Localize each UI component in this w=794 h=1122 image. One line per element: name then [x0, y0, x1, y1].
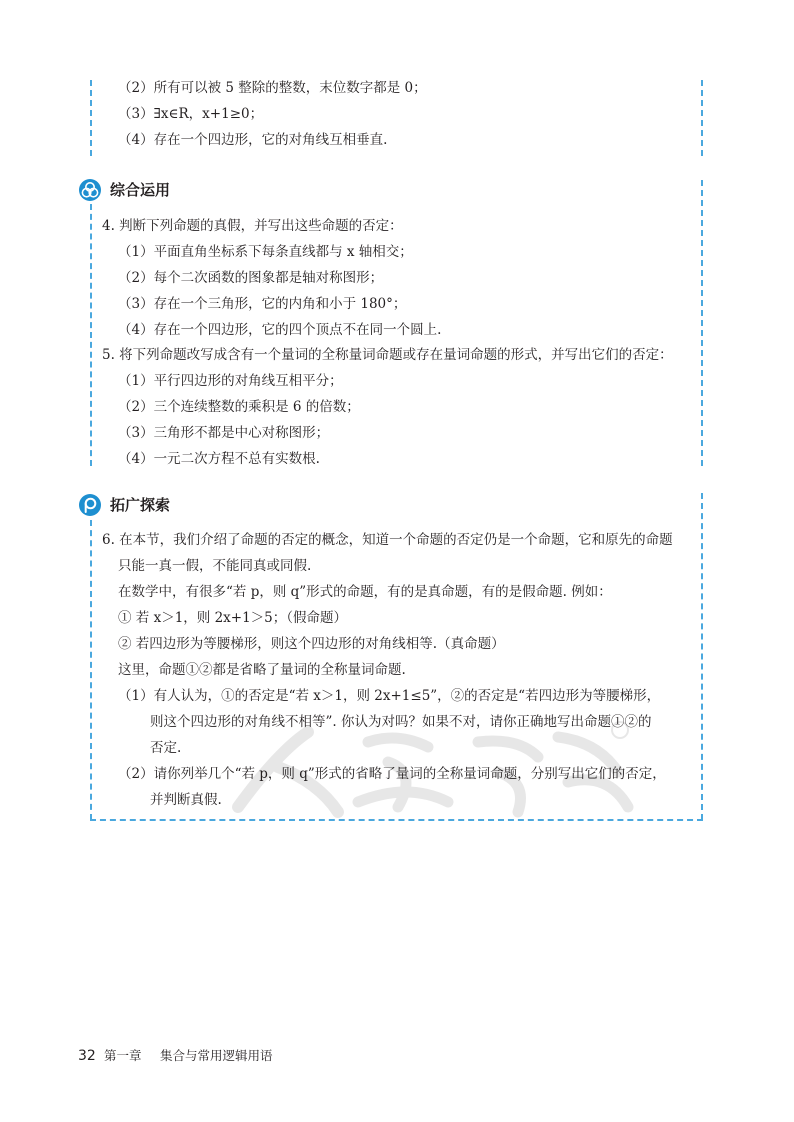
question-4-item-4: （4）存在一个四边形，它的四个顶点不在同一个圆上.	[118, 322, 442, 338]
explore-section-title: 拓广探索	[110, 496, 171, 514]
explore-box-left-border	[90, 520, 92, 820]
question-4-item-1: （1）平面直角坐标系下每条直线都与 x 轴相交；	[118, 244, 413, 260]
top-item-2: （2）所有可以被 5 整除的整数，末位数字都是 0；	[118, 80, 427, 96]
question-6-example-2: ② 若四边形为等腰梯形，则这个四边形的对角线相等.（真命题）	[118, 636, 505, 652]
question-5-item-1: （1）平行四边形的对角线互相平分；	[118, 373, 343, 389]
top-box-left-border	[90, 80, 92, 156]
question-6-example-1: ① 若 x＞1，则 2x+1＞5；（假命题）	[118, 610, 348, 626]
question-5-item-4: （4）一元二次方程不总有实数根.	[118, 451, 320, 467]
question-6-line-6: 这里，命题①②都是省略了量词的全称量词命题.	[118, 662, 406, 678]
comprehensive-section-icon	[78, 178, 102, 202]
comprehensive-section-title: 综合运用	[110, 181, 171, 199]
question-5-stem: 5. 将下列命题改写成含有一个量词的全称量词命题或存在量词命题的形式，并写出它们的否定：	[102, 347, 673, 363]
question-6-sub-2-a: （2）请你列举几个“若 p，则 q”形式的省略了量词的全称量词命题，分别写出它们的否定，	[118, 766, 666, 782]
question-6-line-1: 6. 在本节，我们介绍了命题的否定的概念，知道一个命题的否定仍是一个命题，它和原先的命题	[102, 532, 673, 548]
question-6-sub-1-a: （1）有人认为，①的否定是“若 x＞1，则 2x+1≤5”，②的否定是“若四边形为等腰梯形，	[118, 688, 661, 704]
comprehensive-box-left-border	[90, 204, 92, 466]
question-5-item-3: （3）三角形不都是中心对称图形；	[118, 425, 330, 441]
top-box-right-border	[701, 80, 703, 156]
question-4-stem: 4. 判断下列命题的真假，并写出这些命题的否定：	[102, 218, 403, 234]
top-item-4: （4）存在一个四边形，它的对角线互相垂直.	[118, 132, 388, 148]
question-6-sub-1-b: 则这个四边形的对角线不相等”. 你认为对吗？如果不对，请你正确地写出命题①②的	[150, 714, 652, 730]
question-5-item-2: （2）三个连续整数的乘积是 6 的倍数；	[118, 399, 360, 415]
question-4-item-3: （3）存在一个三角形，它的内角和小于 180°；	[118, 296, 407, 312]
explore-section-icon	[78, 493, 102, 517]
question-6-sub-1-c: 否定.	[150, 740, 182, 756]
question-6-sub-2-b: 并判断真假.	[150, 792, 222, 808]
comprehensive-box-right-border	[701, 180, 703, 466]
page-number: 32	[78, 1048, 96, 1064]
top-item-3: （3）∃x∈R，x+1≥0；	[118, 106, 264, 122]
chapter-label: 第一章	[104, 1048, 142, 1063]
question-6-line-2: 只能一真一假，不能同真或同假.	[118, 558, 312, 574]
question-6-line-3: 在数学中，有很多“若 p，则 q”形式的命题，有的是真命题，有的是假命题. 例如：	[118, 584, 612, 600]
question-4-item-2: （2）每个二次函数的图象都是轴对称图形；	[118, 270, 384, 286]
explore-box-bottom-border	[90, 819, 703, 821]
chapter-title: 集合与常用逻辑用语	[160, 1048, 273, 1063]
explore-box-right-border	[701, 493, 703, 820]
